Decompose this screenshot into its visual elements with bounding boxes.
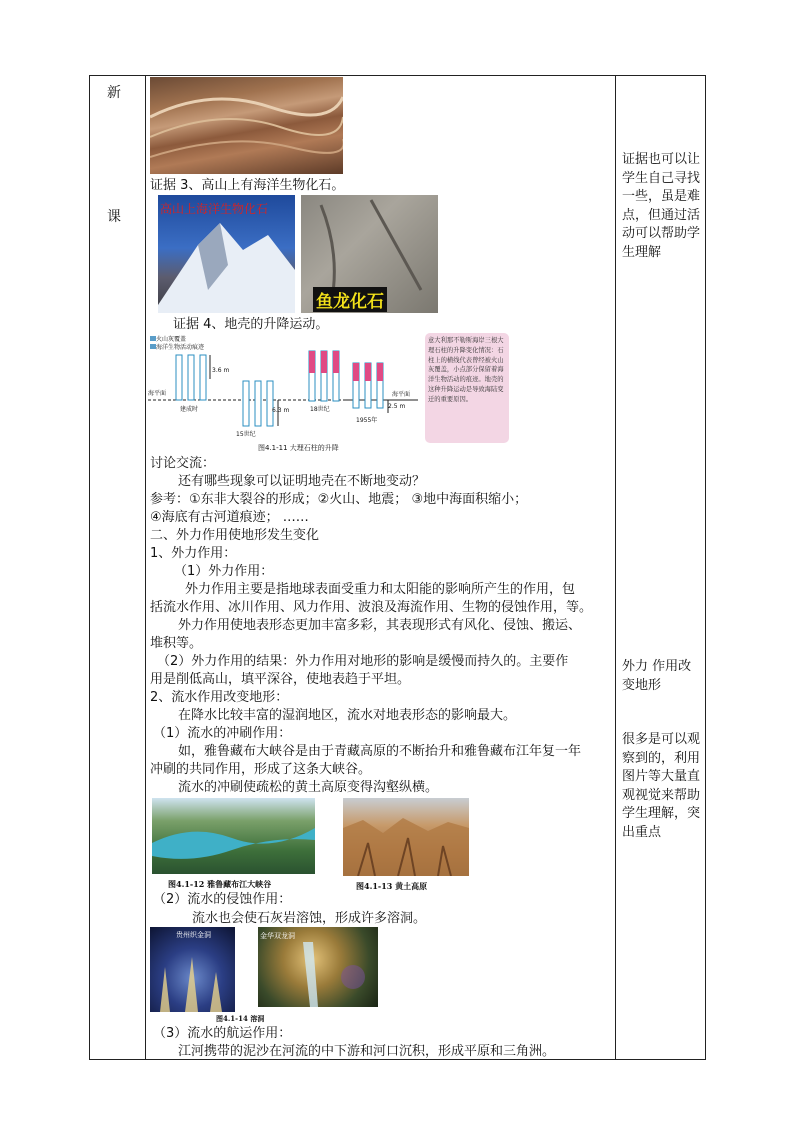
- canyon-photo: [152, 798, 315, 874]
- stage-label: 建成时: [180, 406, 199, 413]
- evidence-3-text: 证据 3、高山上有海洋生物化石。: [150, 178, 345, 193]
- stage-label: 15世纪: [236, 431, 256, 438]
- paragraph-line: 外力作用使地表形态更加丰富多彩，其表现形式有风化、侵蚀、搬运、: [178, 618, 582, 633]
- reference-line: 参考：①东非大裂谷的形成；②火山、地震； ③地中海面积缩小；: [150, 492, 528, 507]
- fish-fossil-photo: [301, 195, 438, 313]
- measure-label: 2.5 m: [388, 403, 406, 410]
- evidence-4-text: 证据 4、地壳的升降运动。: [173, 317, 329, 332]
- paragraph-line: 江河携带的泥沙在河流的中下游和河口沉积，形成平原和三角洲。: [178, 1044, 556, 1059]
- cave-photo-2: [258, 927, 378, 1007]
- reference-line: ④海底有古河道痕迹； ……: [150, 510, 309, 525]
- paragraph-line: 堆积等。: [150, 636, 203, 651]
- measure-label: 3.6 m: [212, 367, 230, 374]
- item-heading: （1）流水的冲刷作用：: [153, 726, 292, 741]
- paragraph-line: 外力作用主要是指地球表面受重力和太阳能的影响所产生的作用，包: [185, 582, 576, 597]
- figure-caption: 图4.1-14 溶洞: [216, 1014, 265, 1023]
- measure-label: 6.3 m: [272, 407, 290, 414]
- rock-strata-photo: [150, 77, 343, 174]
- discuss-question: 还有哪些现象可以证明地壳在不断地变动？: [178, 474, 426, 489]
- paragraph-line: 括流水作用、冰川作用、风力作用、波浪及海流作用、生物的侵蚀作用，等。: [150, 600, 593, 615]
- teaching-note: 外力 作用改变地形: [622, 659, 692, 693]
- paragraph-line: 流水也会使石灰岩溶蚀，形成许多溶洞。: [192, 911, 427, 926]
- pillar-figure: [148, 333, 510, 455]
- paragraph-line: 在降水比较丰富的湿润地区，流水对地表形态的影响最大。: [178, 708, 517, 723]
- paragraph-line: 用是削低高山，填平深谷，使地表趋于平坦。: [150, 672, 411, 687]
- section-heading: 二、外力作用使地形发生变化: [150, 528, 320, 543]
- item-heading: （1）外力作用：: [174, 564, 274, 579]
- teaching-note: 很多是可以观察到的，利用图片等大量直观视觉来帮助学生理解，突出重点: [622, 732, 701, 840]
- figure-caption: 图4.1-13 黄土高原: [356, 881, 428, 891]
- paragraph-line: 如，雅鲁藏布大峡谷是由于青藏高原的不断抬升和雅鲁藏布江年复一年: [178, 744, 582, 759]
- item-heading: （3）流水的航运作用：: [153, 1026, 292, 1041]
- sea-level-label: 海平面: [392, 391, 411, 398]
- stage-label-char2: 课: [107, 209, 121, 225]
- cave-label: 金华双龙洞: [260, 932, 295, 940]
- column-divider: [145, 76, 146, 1059]
- figure-caption: 图4.1-11 大理石柱的升降: [258, 444, 339, 452]
- paragraph-line: 流水的冲刷使疏松的黄土高原变得沟壑纵横。: [178, 780, 439, 795]
- subsection-heading: 2、流水作用改变地形：: [150, 690, 289, 705]
- loess-plateau-photo: [343, 798, 469, 876]
- stage-label-char1: 新: [107, 85, 121, 101]
- figure-caption: 图4.1-12 雅鲁藏布江大峡谷: [168, 879, 272, 889]
- figure-side-note: 意大利那不勒斯海岸三根大理石柱的升降变化情况：石柱上的横线代表曾经被火山灰覆盖，小点部分保留着海洋生物活动的痕迹。地壳的这种升降运动是导致海陆变迁的重要原因。: [428, 337, 504, 403]
- legend-item: 火山灰覆盖: [156, 336, 187, 343]
- cave-photo-1: [150, 927, 235, 1012]
- sea-level-label: 海平面: [148, 390, 167, 397]
- marine-fossil-banner: 高山上海洋生物化石: [160, 202, 269, 216]
- cave-label: 贵州织金洞: [176, 931, 211, 939]
- legend-item: 海洋生物活动痕迹: [156, 344, 205, 351]
- column-divider: [615, 76, 616, 1059]
- fish-fossil-label: 鱼龙化石: [313, 287, 387, 312]
- subsection-heading: 1、外力作用：: [150, 546, 237, 561]
- teaching-note: 证据也可以让学生自己寻找一些，虽是难点，但通过活动可以帮助学生理解: [622, 152, 701, 260]
- discuss-heading: 讨论交流：: [150, 456, 216, 471]
- paragraph-line: （2）外力作用的结果：外力作用对地形的影响是缓慢而持久的。主要作: [157, 654, 569, 669]
- paragraph-line: 冲刷的共同作用，形成了这条大峡谷。: [150, 762, 372, 777]
- snow-mountain-photo: [158, 195, 295, 313]
- stage-label: 18世纪: [310, 406, 330, 413]
- item-heading: （2）流水的侵蚀作用：: [153, 892, 292, 907]
- stage-label: 1955年: [356, 417, 378, 424]
